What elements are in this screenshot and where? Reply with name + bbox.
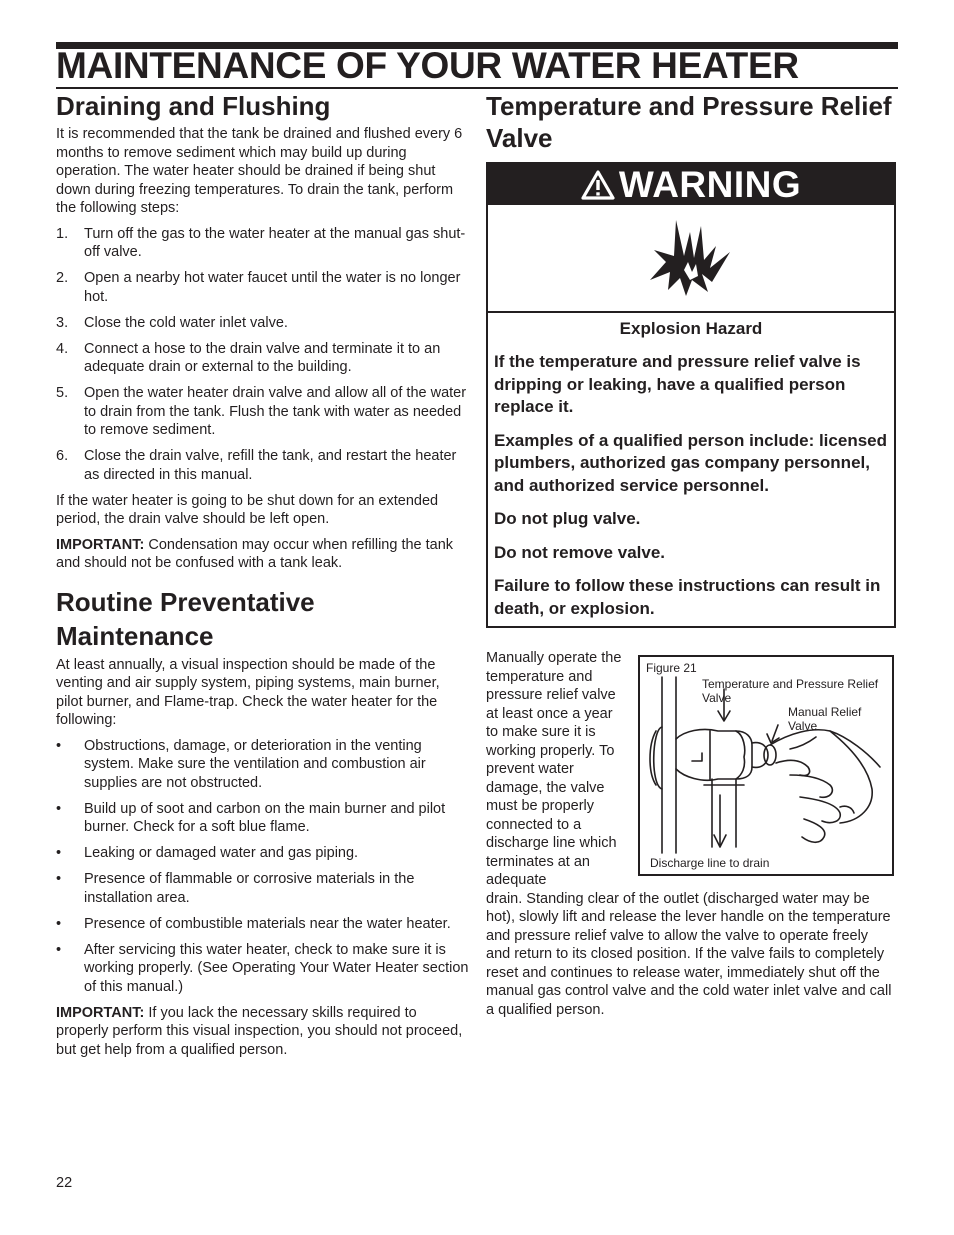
draining-step-6: 6. Close the drain valve, refill the tank, and restart the heater as directed in this manual. <box>56 448 457 483</box>
draining-step-2: 2. Open a nearby hot water faucet until the water is no longer hot. <box>56 270 461 305</box>
tpr-paragraph-rest: drain. Standing clear of the outlet (discharged water may be hot), slowly lift and release the lever handle on the temperature and pressure relief valve to allow the valve to operate freely and return to its closed position. If the valve fails to completely reset and continues to release water, immediately shut off the manual gas control valve and the cold water inlet valve and call a qualified person. <box>486 890 892 1018</box>
routine-important: IMPORTANT: If you lack the necessary skills required to properly perform this visual inspection, you should not proceed, but get help from a qualified person. <box>56 1004 463 1058</box>
draining-step-3: 3. Close the cold water inlet valve. <box>56 314 288 331</box>
figure-21 <box>638 655 894 876</box>
relief-valve-illustration <box>640 657 892 874</box>
draining-important: IMPORTANT: Condensation may occur when refilling the tank and should not be confused with a tank leak. <box>56 536 454 571</box>
warning-line-4: Do not remove valve. <box>494 542 666 562</box>
routine-bullet-1: • Obstructions, damage, or deterioration in the venting system. Make sure the ventilation and combustion air supplies are not obstructed. <box>56 737 426 791</box>
warning-line-5: Failure to follow these instructions can result in death, or explosion. <box>494 576 881 618</box>
draining-heading: Draining and Flushing <box>56 91 331 121</box>
warning-triangle-icon <box>581 170 615 200</box>
warning-icon-area <box>488 205 894 313</box>
warning-header <box>488 164 894 205</box>
warning-line-1: If the temperature and pressure relief valve is dripping or leaking, have a qualified person replace it. <box>494 352 861 416</box>
draining-intro: It is recommended that the tank be drained and flushed every 6 months to remove sediment which may build up during operation. The water heater should be drained if being shut down during freezing temperatures. To drain the tank, perform the following steps: <box>56 126 463 216</box>
draining-steps <box>56 225 470 485</box>
draining-after: If the water heater is going to be shut down for an extended period, the drain valve should be left open. <box>56 492 439 527</box>
routine-bullet-5: • Presence of combustible materials near the water heater. <box>56 915 451 932</box>
routine-bullets <box>56 737 470 997</box>
title-rule <box>56 87 898 89</box>
explosion-icon <box>646 216 736 300</box>
right-column <box>486 90 896 628</box>
figure-label-discharge: Discharge line to drain <box>650 856 770 870</box>
tpr-paragraph-narrow: Manually operate the temperature and pressure relief valve at least once a year to make sure it is working properly. To prevent water damage, the valve must be properly connected to a discharge line which terminates at an adequate <box>486 650 622 888</box>
routine-bullet-6: • After servicing this water heater, check to make sure it is working properly. (See Operating Your Water Heater section of this manual.) <box>56 941 469 995</box>
routine-bullet-3: • Leaking or damaged water and gas piping. <box>56 845 359 861</box>
warning-line-3: Do not plug valve. <box>494 509 641 528</box>
routine-bullet-4: • Presence of flammable or corrosive materials in the installation area. <box>56 871 415 906</box>
page-number: 22 <box>56 1175 73 1191</box>
routine-intro: At least annually, a visual inspection should be made of the venting and air supply system, piping systems, main burner, pilot burner, and Flame-trap. Check the water heater for the following: <box>56 656 440 728</box>
routine-heading: Routine Preventative Maintenance <box>56 586 315 651</box>
figure-label-manual-relief: Manual Relief Valve <box>788 705 862 733</box>
figure-caption: Figure 21 <box>646 661 697 675</box>
warning-hazard: Explosion Hazard <box>619 319 763 338</box>
page-title: MAINTENANCE OF YOUR WATER HEATER <box>56 45 799 86</box>
draining-step-4: 4. Connect a hose to the drain valve and terminate it to an adequate drain or external to the building. <box>56 340 441 375</box>
warning-line-2: Examples of a qualified person include: licensed plumbers, authorized gas company personnel, and authorized service personnel. <box>494 430 887 495</box>
warning-box <box>486 162 896 628</box>
left-column <box>56 90 470 1059</box>
routine-bullet-2: • Build up of soot and carbon on the main burner and pilot burner. Check for a soft blue flame. <box>56 800 446 835</box>
warning-title: WARNING <box>618 163 802 205</box>
draining-step-5: 5. Open the water heater drain valve and allow all of the water to drain from the tank. Flush the tank with water as needed to remove sediment. <box>56 385 467 438</box>
warning-body <box>488 313 894 626</box>
figure-label-tpr-valve: Temperature and Pressure Relief Valve <box>702 677 879 705</box>
draining-step-1: 1. Turn off the gas to the water heater at the manual gas shut-off valve. <box>56 225 466 260</box>
tpr-heading: Temperature and Pressure Relief Valve <box>486 91 892 153</box>
